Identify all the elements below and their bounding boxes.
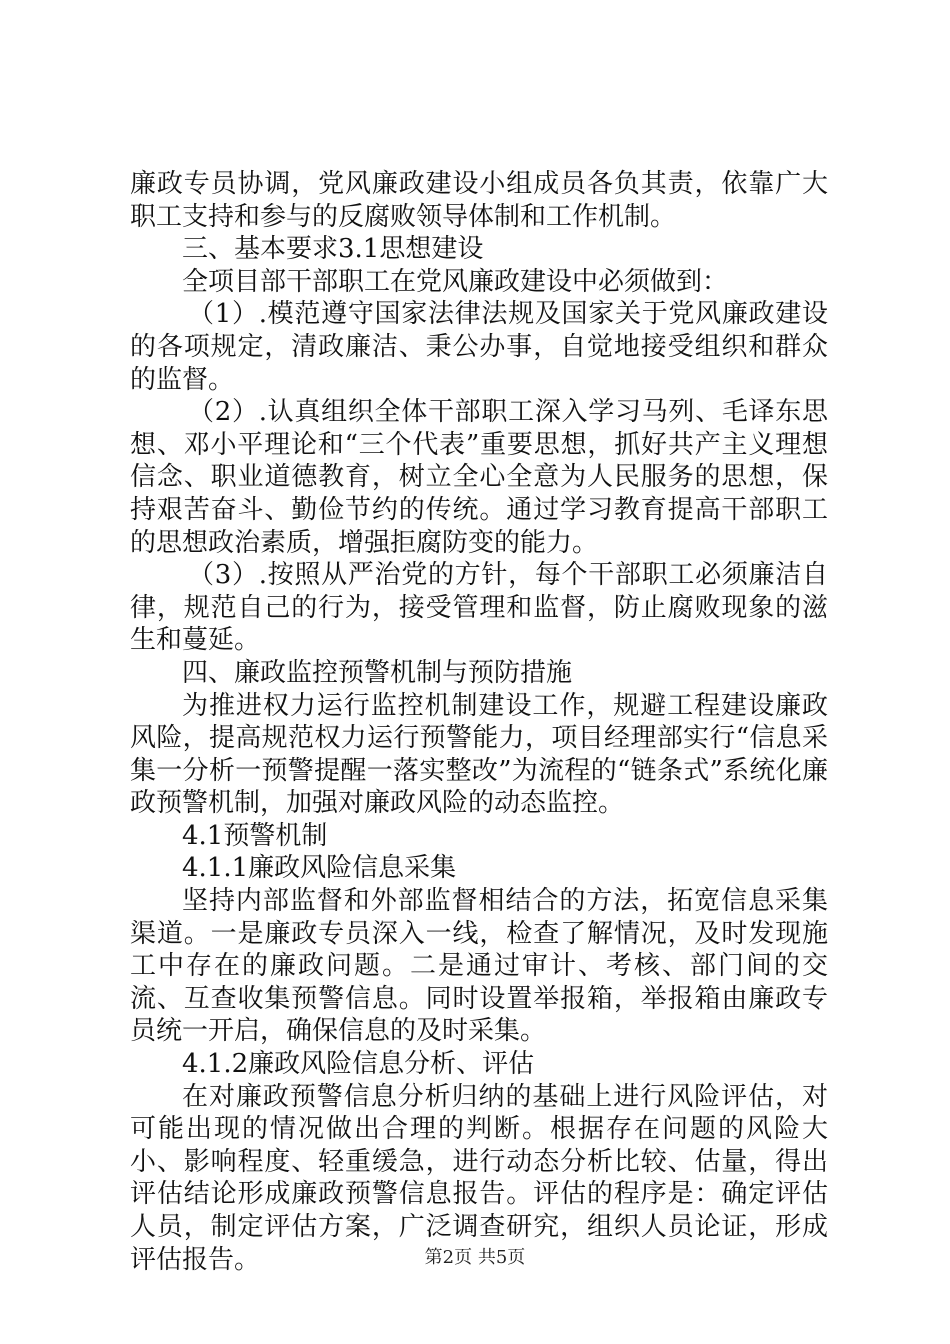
page-footer: 第2页 共5页	[424, 1247, 526, 1268]
paragraph-warning-intro: 为推进权力运行监控机制建设工作，规避工程建设廉政风险，提高规范权力运行预警能力，项目经理部实行“信息采集一分析一预警提醒一落实整改”为流程的“链条式”系统化廉政预警机制，加强对廉政风险的动态监控。	[130, 690, 828, 819]
subsection-heading-4-1-2: 4.1.2廉政风险信息分析、评估	[182, 1049, 535, 1080]
paragraph-info-collection: 坚持内部监督和外部监督相结合的方法，拓宽信息采集渠道。一是廉政专员深入一线，检查了解情况，及时发现施工中存在的廉政问题。二是通过审计、考核、部门间的交流、互查收集预警信息。同时设置举报箱，举报箱由廉政专员统一开启，确保信息的及时采集。	[130, 886, 828, 1047]
paragraph-continuation: 廉政专员协调，党风廉政建设小组成员各负其责，依靠广大职工支持和参与的反腐败领导体制和工作机制。	[130, 169, 828, 232]
list-item-2: （2）.认真组织全体干部职工深入学习马列、毛译东思想、邓小平理论和“三个代表”重要思想，抓好共产主义理想信念、职业道德教育，树立全心全意为人民服务的思想，保持艰苦奋斗、勤俭节约的传统。通过学习教育提高干部职工的思想政治素质，增强拒腐防变的能力。	[130, 397, 828, 558]
section-heading-basic-requirements: 三、基本要求3.1思想建设	[182, 234, 484, 265]
subsection-heading-4-1: 4.1预警机制	[182, 820, 328, 851]
list-item-1: （1）.模范遵守国家法律法规及国家关于党风廉政建设的各项规定，清政廉洁、秉公办事，自觉地接受组织和群众的监督。	[130, 299, 828, 395]
paragraph-risk-assessment: 在对廉政预警信息分析归纳的基础上进行风险评估，对可能出现的情况做出合理的判断。根据存在问题的风险大小、影响程度、轻重缓急，进行动态分析比较、估量，得出评估结论形成廉政预警信息报告。评估的程序是：确定评估人员，制定评估方案，广泛调查研究，组织人员论证，形成评估报告。	[130, 1081, 828, 1275]
subsection-heading-4-1-1: 4.1.1廉政风险信息采集	[182, 853, 457, 884]
list-item-3: （3）.按照从严治党的方针，每个干部职工必须廉洁自律，规范自己的行为，接受管理和监督，防止腐败现象的滋生和蔓延。	[130, 560, 828, 656]
document-body	[130, 168, 828, 1276]
section-heading-warning-mechanism: 四、廉政监控预警机制与预防措施	[182, 657, 573, 688]
paragraph-intro: 全项目部干部职工在党风廉政建设中必须做到：	[182, 266, 729, 297]
